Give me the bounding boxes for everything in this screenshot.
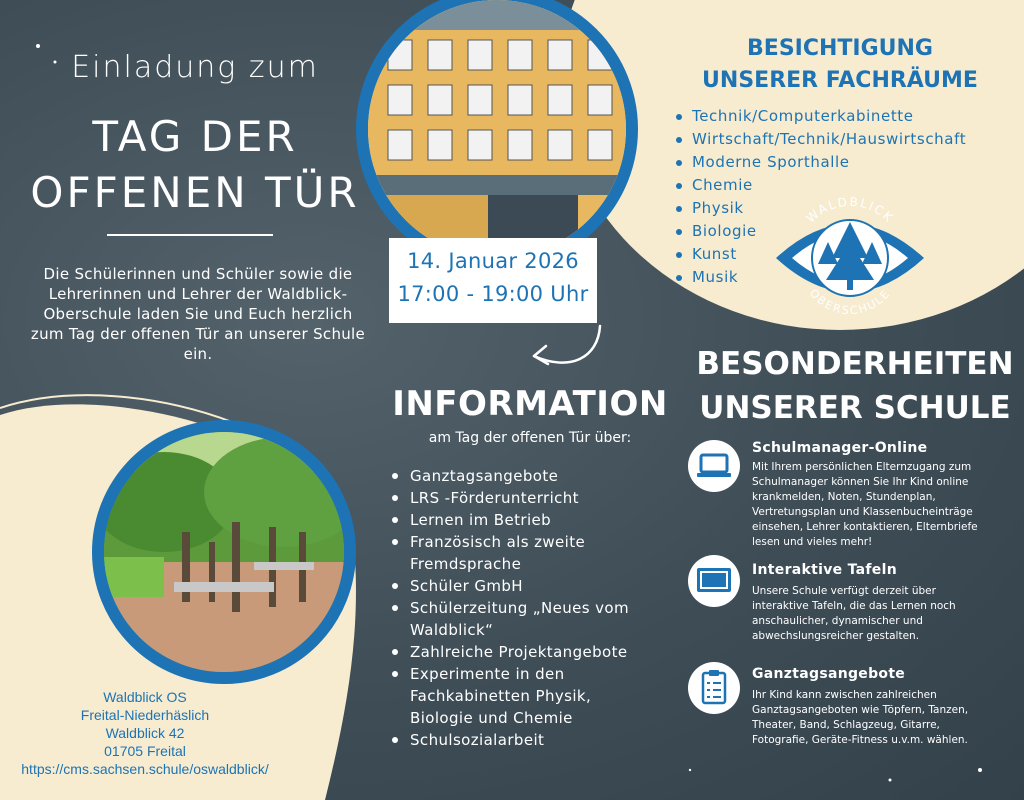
laptop-icon [688,440,740,492]
info-item: Schulsozialarbeit [388,729,658,751]
info-item: Experimente in den Fachkabinetten Physik, Biologie und Chemie [388,663,658,729]
feature-title: Interaktive Tafeln [752,562,897,578]
address-name: Waldblick OS [103,689,187,705]
info-item: Französisch als zweite Fremdsprache [388,531,658,575]
website-link[interactable]: https://cms.sachsen.schule/oswaldblick/ [21,761,269,777]
info-item: Lernen im Betrieb [388,509,658,531]
intro-text: Die Schülerinnen und Schüler sowie die Lehrerinnen und Lehrer der Waldblick-Oberschule laden Sie und Euch herzlich zum Tag der offenen Tür an unserer Schule ein. [30,265,366,363]
info-item: Schüler GmbH [388,575,658,597]
event-time: 17:00 - 19:00 Uhr [397,282,589,306]
fachraum-item: Wirtschaft/Technik/Hauswirtschaft [672,128,1022,151]
feature-title: Ganztagsangebote [752,666,906,682]
invite-line2: TAG DER [92,112,298,161]
feature-title: Schulmanager-Online [752,440,928,456]
feature-text: Ihr Kind kann zwischen zahlreichen Ganztagsangeboten wie Töpfern, Tanzen, Theater, Band, Schlagzeug, Gitarre, Fotografie, Geräte-Fitness u.v.m. wählen. [752,689,969,746]
fachraum-item: Kunst [672,243,1022,266]
building-illustration [368,0,626,258]
fachraum-item: Technik/Computerkabinette [672,105,1022,128]
feature-text: Mit Ihrem persönlichen Elternzugang zum Schulmanager können Sie Ihr Kind online krankmelden, Noten, Stundenplan, Vertretungsplan und Klassenbucheinträge einsehen, Lehrer kontaktieren, Elternbriefe lesen und vieles mehr! [752,461,978,548]
info-item: Ganztagsangebote [388,465,658,487]
fachraum-item: Moderne Sporthalle [672,151,1022,174]
event-date: 14. Januar 2026 [407,249,579,273]
logo-bottom-text: OBERSCHULE [806,286,894,318]
schoolyard-photo [92,420,356,684]
information-title: INFORMATION [392,384,668,424]
address-street: Waldblick 42 [105,725,185,741]
information-subtitle: am Tag der offenen Tür über: [428,430,632,446]
heading-divider [107,234,273,236]
info-item: LRS -Förderunterricht [388,487,658,509]
fachraum-item: Biologie [672,220,1022,243]
school-building-photo [356,0,638,270]
info-item: Schülerzeitung „Neues vom Waldblick“ [388,597,658,641]
logo-top-text: WALDBLICK [803,194,897,226]
invite-line1: Einladung zum [71,50,319,85]
event-date-box [389,238,597,323]
fachraum-item: Chemie [672,174,1022,197]
invite-line3: OFFENEN TÜR [30,168,360,217]
curved-arrow-icon [520,320,610,380]
waldblick-logo [770,180,930,320]
besonderheiten-title-line1: BESONDERHEITEN [696,346,1014,382]
besonderheiten-title-line2: UNSERER SCHULE [699,390,1011,426]
info-item: Zahlreiche Projektangebote [388,641,658,663]
address-block [0,688,290,778]
fachraum-item: Musik [672,266,1022,289]
schoolyard-illustration [104,432,344,672]
clipboard-icon [688,662,740,714]
fachraeume-title-line1: BESICHTIGUNG [747,36,933,61]
information-list [388,465,658,751]
fachraum-item: Physik [672,197,1022,220]
address-city: 01705 Freital [104,743,186,759]
monitor-icon [688,555,740,607]
fachraeume-title-line2: UNSERER FACHRÄUME [702,68,978,93]
feature-text: Unsere Schule verfügt derzeit über interaktive Tafeln, die das Lernen noch anschaulicher, dynamischer und abwechslungsreicher gestalten. [752,585,956,642]
address-district: Freital-Niederhäslich [80,707,210,723]
